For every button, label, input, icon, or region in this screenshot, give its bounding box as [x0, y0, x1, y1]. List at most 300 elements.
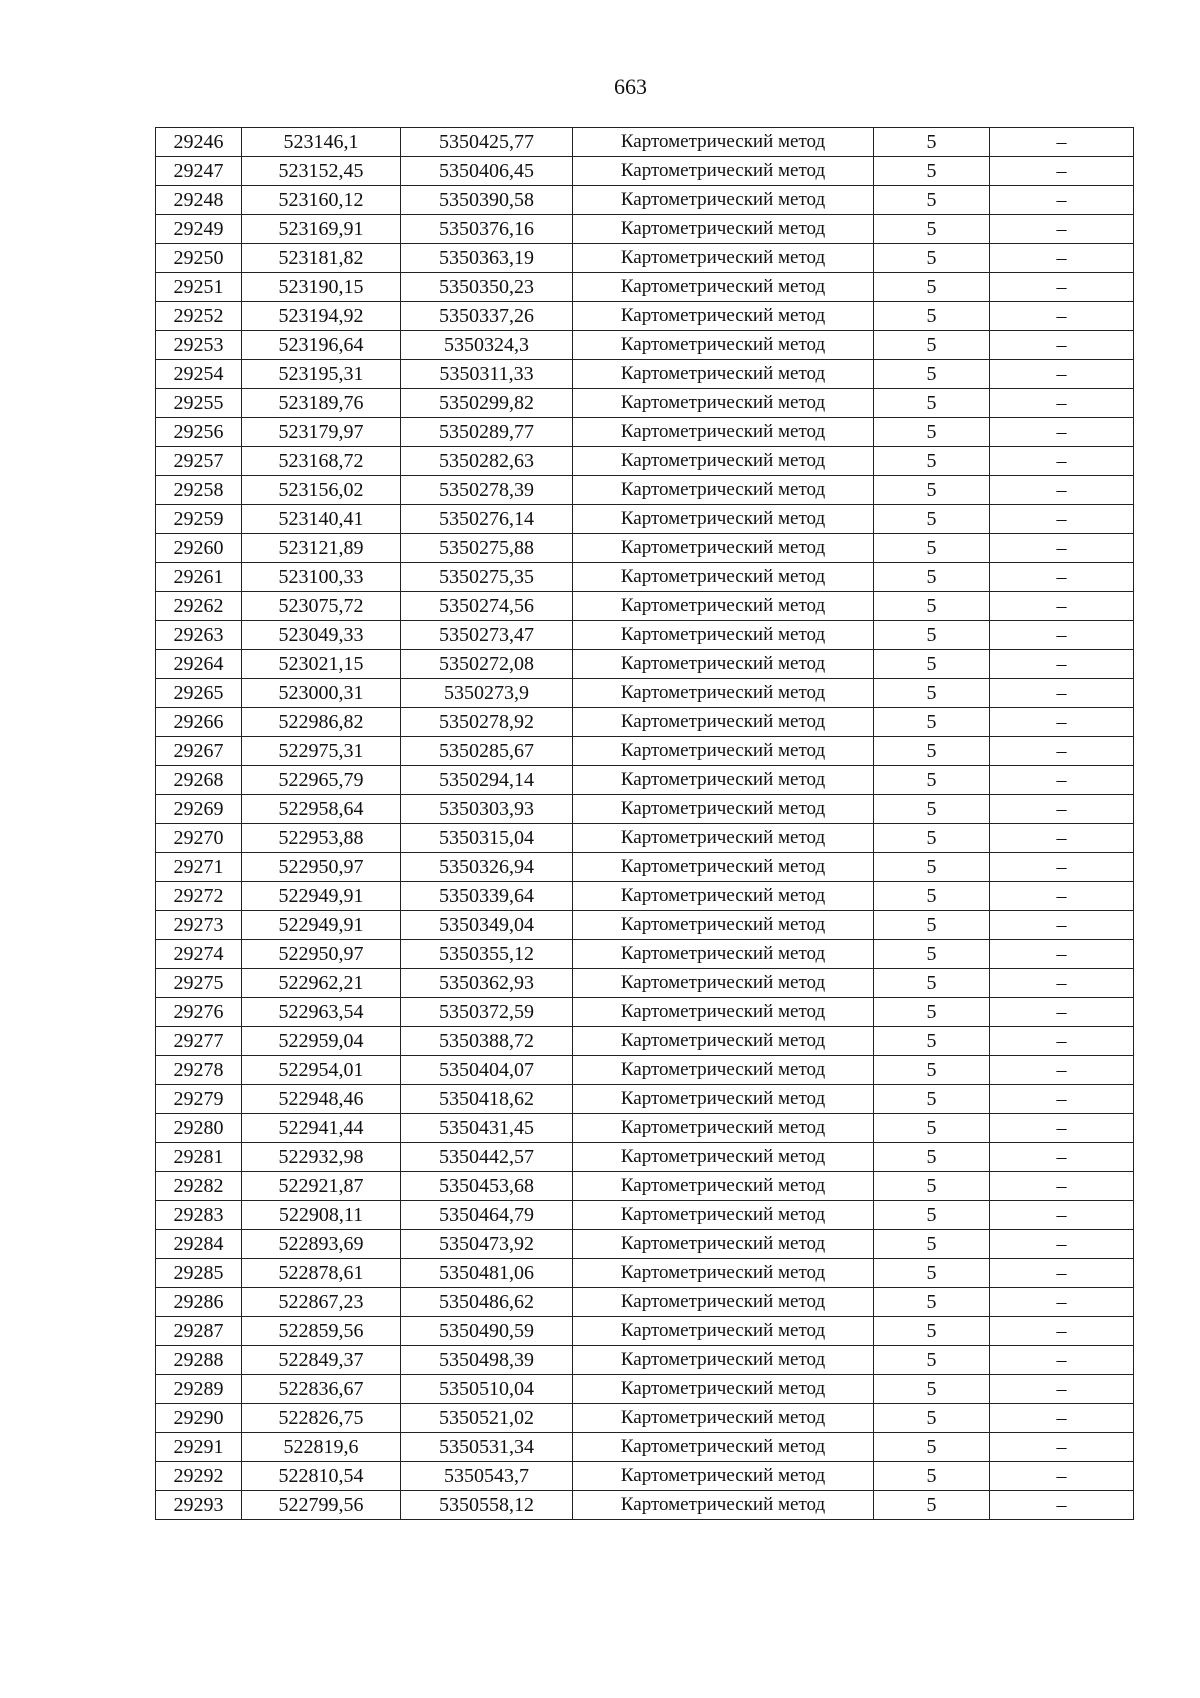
description-cell: –	[990, 621, 1134, 650]
description-cell: –	[990, 592, 1134, 621]
accuracy-cell: 5	[874, 969, 990, 998]
description-cell: –	[990, 1346, 1134, 1375]
y-coordinate-cell: 5350350,23	[401, 273, 573, 302]
method-cell: Картометрический метод	[573, 621, 874, 650]
table-row	[156, 1201, 1134, 1230]
table-row	[156, 940, 1134, 969]
point-number-cell: 29276	[156, 998, 242, 1027]
table-row	[156, 186, 1134, 215]
method-cell: Картометрический метод	[573, 1027, 874, 1056]
table-row	[156, 360, 1134, 389]
table-row	[156, 621, 1134, 650]
method-cell: Картометрический метод	[573, 737, 874, 766]
description-cell: –	[990, 1027, 1134, 1056]
table-row	[156, 215, 1134, 244]
accuracy-cell: 5	[874, 998, 990, 1027]
point-number-cell: 29248	[156, 186, 242, 215]
accuracy-cell: 5	[874, 940, 990, 969]
x-coordinate-cell: 522975,31	[242, 737, 401, 766]
description-cell: –	[990, 534, 1134, 563]
method-cell: Картометрический метод	[573, 244, 874, 273]
method-cell: Картометрический метод	[573, 302, 874, 331]
x-coordinate-cell: 523190,15	[242, 273, 401, 302]
x-coordinate-cell: 522921,87	[242, 1172, 401, 1201]
x-coordinate-cell: 523049,33	[242, 621, 401, 650]
point-number-cell: 29249	[156, 215, 242, 244]
method-cell: Картометрический метод	[573, 186, 874, 215]
y-coordinate-cell: 5350285,67	[401, 737, 573, 766]
method-cell: Картометрический метод	[573, 1172, 874, 1201]
x-coordinate-cell: 522941,44	[242, 1114, 401, 1143]
description-cell: –	[990, 998, 1134, 1027]
method-cell: Картометрический метод	[573, 1317, 874, 1346]
point-number-cell: 29281	[156, 1143, 242, 1172]
point-number-cell: 29265	[156, 679, 242, 708]
x-coordinate-cell: 523195,31	[242, 360, 401, 389]
point-number-cell: 29255	[156, 389, 242, 418]
accuracy-cell: 5	[874, 882, 990, 911]
method-cell: Картометрический метод	[573, 853, 874, 882]
accuracy-cell: 5	[874, 1317, 990, 1346]
x-coordinate-cell: 522893,69	[242, 1230, 401, 1259]
point-number-cell: 29246	[156, 128, 242, 157]
x-coordinate-cell: 523146,1	[242, 128, 401, 157]
method-cell: Картометрический метод	[573, 128, 874, 157]
table-row	[156, 157, 1134, 186]
y-coordinate-cell: 5350404,07	[401, 1056, 573, 1085]
y-coordinate-cell: 5350275,35	[401, 563, 573, 592]
y-coordinate-cell: 5350490,59	[401, 1317, 573, 1346]
point-number-cell: 29271	[156, 853, 242, 882]
point-number-cell: 29280	[156, 1114, 242, 1143]
y-coordinate-cell: 5350303,93	[401, 795, 573, 824]
point-number-cell: 29252	[156, 302, 242, 331]
table-row	[156, 1143, 1134, 1172]
table-row	[156, 998, 1134, 1027]
accuracy-cell: 5	[874, 476, 990, 505]
y-coordinate-cell: 5350390,58	[401, 186, 573, 215]
x-coordinate-cell: 522954,01	[242, 1056, 401, 1085]
description-cell: –	[990, 418, 1134, 447]
point-number-cell: 29288	[156, 1346, 242, 1375]
description-cell: –	[990, 737, 1134, 766]
method-cell: Картометрический метод	[573, 1462, 874, 1491]
y-coordinate-cell: 5350355,12	[401, 940, 573, 969]
accuracy-cell: 5	[874, 679, 990, 708]
method-cell: Картометрический метод	[573, 940, 874, 969]
description-cell: –	[990, 911, 1134, 940]
table-row	[156, 447, 1134, 476]
point-number-cell: 29275	[156, 969, 242, 998]
y-coordinate-cell: 5350274,56	[401, 592, 573, 621]
description-cell: –	[990, 1491, 1134, 1520]
accuracy-cell: 5	[874, 1114, 990, 1143]
accuracy-cell: 5	[874, 824, 990, 853]
point-number-cell: 29279	[156, 1085, 242, 1114]
method-cell: Картометрический метод	[573, 969, 874, 998]
accuracy-cell: 5	[874, 1259, 990, 1288]
table-row	[156, 534, 1134, 563]
y-coordinate-cell: 5350481,06	[401, 1259, 573, 1288]
point-number-cell: 29284	[156, 1230, 242, 1259]
method-cell: Картометрический метод	[573, 795, 874, 824]
y-coordinate-cell: 5350442,57	[401, 1143, 573, 1172]
x-coordinate-cell: 523189,76	[242, 389, 401, 418]
x-coordinate-cell: 522932,98	[242, 1143, 401, 1172]
y-coordinate-cell: 5350349,04	[401, 911, 573, 940]
table-row	[156, 244, 1134, 273]
x-coordinate-cell: 523160,12	[242, 186, 401, 215]
table-row	[156, 302, 1134, 331]
point-number-cell: 29291	[156, 1433, 242, 1462]
table-row	[156, 911, 1134, 940]
accuracy-cell: 5	[874, 215, 990, 244]
description-cell: –	[990, 1288, 1134, 1317]
y-coordinate-cell: 5350388,72	[401, 1027, 573, 1056]
accuracy-cell: 5	[874, 1027, 990, 1056]
accuracy-cell: 5	[874, 1462, 990, 1491]
accuracy-cell: 5	[874, 505, 990, 534]
table-row	[156, 1230, 1134, 1259]
description-cell: –	[990, 128, 1134, 157]
accuracy-cell: 5	[874, 911, 990, 940]
method-cell: Картометрический метод	[573, 766, 874, 795]
description-cell: –	[990, 1172, 1134, 1201]
x-coordinate-cell: 523075,72	[242, 592, 401, 621]
table-row	[156, 1027, 1134, 1056]
point-number-cell: 29256	[156, 418, 242, 447]
point-number-cell: 29266	[156, 708, 242, 737]
table-row	[156, 1259, 1134, 1288]
point-number-cell: 29269	[156, 795, 242, 824]
table-row	[156, 650, 1134, 679]
method-cell: Картометрический метод	[573, 505, 874, 534]
accuracy-cell: 5	[874, 1433, 990, 1462]
x-coordinate-cell: 522949,91	[242, 882, 401, 911]
table-row	[156, 1462, 1134, 1491]
description-cell: –	[990, 853, 1134, 882]
description-cell: –	[990, 1114, 1134, 1143]
point-number-cell: 29262	[156, 592, 242, 621]
y-coordinate-cell: 5350299,82	[401, 389, 573, 418]
accuracy-cell: 5	[874, 418, 990, 447]
description-cell: –	[990, 1056, 1134, 1085]
table-row	[156, 1288, 1134, 1317]
point-number-cell: 29251	[156, 273, 242, 302]
point-number-cell: 29286	[156, 1288, 242, 1317]
accuracy-cell: 5	[874, 592, 990, 621]
y-coordinate-cell: 5350558,12	[401, 1491, 573, 1520]
accuracy-cell: 5	[874, 1491, 990, 1520]
description-cell: –	[990, 563, 1134, 592]
x-coordinate-cell: 523152,45	[242, 157, 401, 186]
point-number-cell: 29270	[156, 824, 242, 853]
point-number-cell: 29287	[156, 1317, 242, 1346]
y-coordinate-cell: 5350543,7	[401, 1462, 573, 1491]
table-row	[156, 969, 1134, 998]
y-coordinate-cell: 5350294,14	[401, 766, 573, 795]
description-cell: –	[990, 273, 1134, 302]
accuracy-cell: 5	[874, 1085, 990, 1114]
x-coordinate-cell: 522799,56	[242, 1491, 401, 1520]
accuracy-cell: 5	[874, 273, 990, 302]
point-number-cell: 29261	[156, 563, 242, 592]
description-cell: –	[990, 1143, 1134, 1172]
y-coordinate-cell: 5350418,62	[401, 1085, 573, 1114]
x-coordinate-cell: 522953,88	[242, 824, 401, 853]
description-cell: –	[990, 186, 1134, 215]
description-cell: –	[990, 1085, 1134, 1114]
description-cell: –	[990, 795, 1134, 824]
point-number-cell: 29247	[156, 157, 242, 186]
accuracy-cell: 5	[874, 563, 990, 592]
point-number-cell: 29258	[156, 476, 242, 505]
description-cell: –	[990, 302, 1134, 331]
table-row	[156, 1404, 1134, 1433]
point-number-cell: 29267	[156, 737, 242, 766]
y-coordinate-cell: 5350406,45	[401, 157, 573, 186]
point-number-cell: 29254	[156, 360, 242, 389]
table-row	[156, 1375, 1134, 1404]
description-cell: –	[990, 1433, 1134, 1462]
table-row	[156, 1056, 1134, 1085]
table-row	[156, 418, 1134, 447]
point-number-cell: 29250	[156, 244, 242, 273]
point-number-cell: 29290	[156, 1404, 242, 1433]
x-coordinate-cell: 522950,97	[242, 940, 401, 969]
method-cell: Картометрический метод	[573, 998, 874, 1027]
method-cell: Картометрический метод	[573, 1288, 874, 1317]
x-coordinate-cell: 522986,82	[242, 708, 401, 737]
x-coordinate-cell: 522859,56	[242, 1317, 401, 1346]
method-cell: Картометрический метод	[573, 911, 874, 940]
description-cell: –	[990, 447, 1134, 476]
y-coordinate-cell: 5350431,45	[401, 1114, 573, 1143]
x-coordinate-cell: 522965,79	[242, 766, 401, 795]
y-coordinate-cell: 5350315,04	[401, 824, 573, 853]
description-cell: –	[990, 1375, 1134, 1404]
table-row	[156, 563, 1134, 592]
accuracy-cell: 5	[874, 708, 990, 737]
description-cell: –	[990, 882, 1134, 911]
x-coordinate-cell: 522826,75	[242, 1404, 401, 1433]
point-number-cell: 29259	[156, 505, 242, 534]
method-cell: Картометрический метод	[573, 1056, 874, 1085]
y-coordinate-cell: 5350272,08	[401, 650, 573, 679]
table-row	[156, 505, 1134, 534]
point-number-cell: 29278	[156, 1056, 242, 1085]
accuracy-cell: 5	[874, 186, 990, 215]
x-coordinate-cell: 523194,92	[242, 302, 401, 331]
description-cell: –	[990, 157, 1134, 186]
point-number-cell: 29272	[156, 882, 242, 911]
method-cell: Картометрический метод	[573, 1230, 874, 1259]
table-row	[156, 1114, 1134, 1143]
method-cell: Картометрический метод	[573, 650, 874, 679]
point-number-cell: 29285	[156, 1259, 242, 1288]
y-coordinate-cell: 5350376,16	[401, 215, 573, 244]
method-cell: Картометрический метод	[573, 331, 874, 360]
table-row	[156, 708, 1134, 737]
table-row	[156, 1317, 1134, 1346]
x-coordinate-cell: 522962,21	[242, 969, 401, 998]
x-coordinate-cell: 523196,64	[242, 331, 401, 360]
method-cell: Картометрический метод	[573, 418, 874, 447]
y-coordinate-cell: 5350363,19	[401, 244, 573, 273]
point-number-cell: 29274	[156, 940, 242, 969]
point-number-cell: 29283	[156, 1201, 242, 1230]
table-row	[156, 795, 1134, 824]
description-cell: –	[990, 969, 1134, 998]
table-row	[156, 389, 1134, 418]
table-row	[156, 476, 1134, 505]
x-coordinate-cell: 522950,97	[242, 853, 401, 882]
y-coordinate-cell: 5350464,79	[401, 1201, 573, 1230]
y-coordinate-cell: 5350278,92	[401, 708, 573, 737]
coordinates-table-body	[156, 128, 1134, 1520]
table-row	[156, 766, 1134, 795]
x-coordinate-cell: 523169,91	[242, 215, 401, 244]
x-coordinate-cell: 522867,23	[242, 1288, 401, 1317]
table-row	[156, 331, 1134, 360]
description-cell: –	[990, 505, 1134, 534]
description-cell: –	[990, 360, 1134, 389]
method-cell: Картометрический метод	[573, 476, 874, 505]
y-coordinate-cell: 5350337,26	[401, 302, 573, 331]
point-number-cell: 29273	[156, 911, 242, 940]
accuracy-cell: 5	[874, 302, 990, 331]
description-cell: –	[990, 331, 1134, 360]
table-row	[156, 273, 1134, 302]
y-coordinate-cell: 5350278,39	[401, 476, 573, 505]
table-row	[156, 882, 1134, 911]
table-row	[156, 737, 1134, 766]
accuracy-cell: 5	[874, 1230, 990, 1259]
table-row	[156, 592, 1134, 621]
point-number-cell: 29264	[156, 650, 242, 679]
accuracy-cell: 5	[874, 1375, 990, 1404]
point-number-cell: 29253	[156, 331, 242, 360]
table-row	[156, 824, 1134, 853]
method-cell: Картометрический метод	[573, 824, 874, 853]
description-cell: –	[990, 244, 1134, 273]
x-coordinate-cell: 522959,04	[242, 1027, 401, 1056]
description-cell: –	[990, 1230, 1134, 1259]
x-coordinate-cell: 523021,15	[242, 650, 401, 679]
y-coordinate-cell: 5350326,94	[401, 853, 573, 882]
accuracy-cell: 5	[874, 737, 990, 766]
accuracy-cell: 5	[874, 1201, 990, 1230]
method-cell: Картометрический метод	[573, 1201, 874, 1230]
x-coordinate-cell: 523168,72	[242, 447, 401, 476]
method-cell: Картометрический метод	[573, 1375, 874, 1404]
x-coordinate-cell: 523100,33	[242, 563, 401, 592]
point-number-cell: 29282	[156, 1172, 242, 1201]
point-number-cell: 29292	[156, 1462, 242, 1491]
accuracy-cell: 5	[874, 389, 990, 418]
method-cell: Картометрический метод	[573, 592, 874, 621]
method-cell: Картометрический метод	[573, 1346, 874, 1375]
x-coordinate-cell: 523181,82	[242, 244, 401, 273]
accuracy-cell: 5	[874, 795, 990, 824]
table-row	[156, 1491, 1134, 1520]
y-coordinate-cell: 5350324,3	[401, 331, 573, 360]
table-row	[156, 1172, 1134, 1201]
y-coordinate-cell: 5350362,93	[401, 969, 573, 998]
description-cell: –	[990, 679, 1134, 708]
x-coordinate-cell: 523121,89	[242, 534, 401, 563]
description-cell: –	[990, 650, 1134, 679]
y-coordinate-cell: 5350498,39	[401, 1346, 573, 1375]
method-cell: Картометрический метод	[573, 679, 874, 708]
description-cell: –	[990, 824, 1134, 853]
description-cell: –	[990, 940, 1134, 969]
y-coordinate-cell: 5350425,77	[401, 128, 573, 157]
x-coordinate-cell: 523156,02	[242, 476, 401, 505]
y-coordinate-cell: 5350276,14	[401, 505, 573, 534]
description-cell: –	[990, 389, 1134, 418]
y-coordinate-cell: 5350311,33	[401, 360, 573, 389]
coordinates-table	[155, 127, 1134, 1520]
method-cell: Картометрический метод	[573, 1491, 874, 1520]
x-coordinate-cell: 522878,61	[242, 1259, 401, 1288]
accuracy-cell: 5	[874, 447, 990, 476]
x-coordinate-cell: 522949,91	[242, 911, 401, 940]
table-row	[156, 1085, 1134, 1114]
x-coordinate-cell: 522948,46	[242, 1085, 401, 1114]
description-cell: –	[990, 1462, 1134, 1491]
point-number-cell: 29277	[156, 1027, 242, 1056]
y-coordinate-cell: 5350473,92	[401, 1230, 573, 1259]
table-row	[156, 1346, 1134, 1375]
y-coordinate-cell: 5350372,59	[401, 998, 573, 1027]
accuracy-cell: 5	[874, 1404, 990, 1433]
table-row	[156, 1433, 1134, 1462]
description-cell: –	[990, 215, 1134, 244]
point-number-cell: 29260	[156, 534, 242, 563]
method-cell: Картометрический метод	[573, 882, 874, 911]
method-cell: Картометрический метод	[573, 273, 874, 302]
method-cell: Картометрический метод	[573, 563, 874, 592]
accuracy-cell: 5	[874, 360, 990, 389]
x-coordinate-cell: 522810,54	[242, 1462, 401, 1491]
x-coordinate-cell: 522849,37	[242, 1346, 401, 1375]
method-cell: Картометрический метод	[573, 447, 874, 476]
method-cell: Картометрический метод	[573, 1085, 874, 1114]
method-cell: Картометрический метод	[573, 1404, 874, 1433]
description-cell: –	[990, 1259, 1134, 1288]
method-cell: Картометрический метод	[573, 215, 874, 244]
description-cell: –	[990, 1404, 1134, 1433]
method-cell: Картометрический метод	[573, 708, 874, 737]
method-cell: Картометрический метод	[573, 389, 874, 418]
description-cell: –	[990, 708, 1134, 737]
x-coordinate-cell: 523000,31	[242, 679, 401, 708]
description-cell: –	[990, 1201, 1134, 1230]
y-coordinate-cell: 5350282,63	[401, 447, 573, 476]
accuracy-cell: 5	[874, 331, 990, 360]
y-coordinate-cell: 5350273,47	[401, 621, 573, 650]
accuracy-cell: 5	[874, 1346, 990, 1375]
y-coordinate-cell: 5350531,34	[401, 1433, 573, 1462]
point-number-cell: 29293	[156, 1491, 242, 1520]
y-coordinate-cell: 5350289,77	[401, 418, 573, 447]
x-coordinate-cell: 522908,11	[242, 1201, 401, 1230]
y-coordinate-cell: 5350339,64	[401, 882, 573, 911]
accuracy-cell: 5	[874, 1288, 990, 1317]
x-coordinate-cell: 523179,97	[242, 418, 401, 447]
method-cell: Картометрический метод	[573, 360, 874, 389]
